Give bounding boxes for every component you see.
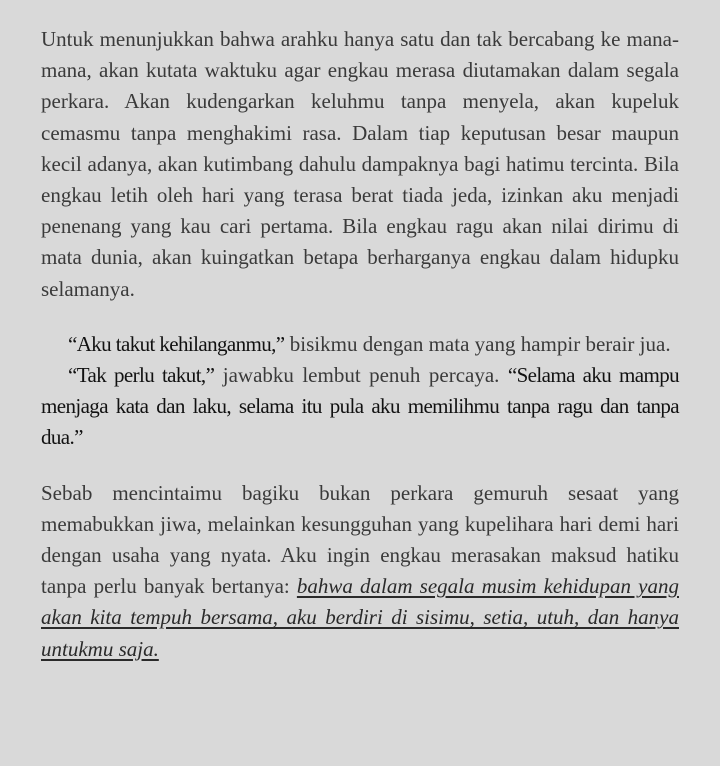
document-page: [41, 24, 679, 665]
dialog-narration: bisikmu dengan mata yang hampir berair jua.: [284, 331, 671, 356]
dialog-speech: “Tak perlu takut,”: [68, 363, 215, 388]
paragraph-1: Untuk menunjukkan bahwa arahku hanya satu dan tak bercabang ke mana-mana, akan kutata waktuku agar engkau merasa diutamakan dalam segala perkara. Akan kudengarkan keluhmu tanpa menyela, akan kupeluk cemasmu tanpa menghakimi rasa. Dalam tiap keputusan besar maupun kecil adanya, akan kutimbang dahulu dampaknya bagi hatimu tercinta. Bila engkau letih oleh hari yang terasa berat tiada jeda, izinkan aku menjadi penenang yang kau cari pertama. Bila engkau ragu akan nilai dirimu di mata dunia, akan kuingatkan betapa berharganya engkau dalam hidupku selamanya.: [41, 27, 679, 301]
dialog-narration: jawabku lembut penuh percaya.: [214, 363, 508, 388]
emphasized-closing: bahwa dalam segala musim kehidupan yang akan kita tempuh bersama, aku berdiri di sisimu, setia, utuh, dan hanya untukmu saja.: [41, 574, 679, 661]
paragraph-3-text: Sebab mencintaimu bagiku bukan perkara gemuruh sesaat yang memabukkan jiwa, melainkan kesungguhan yang kupelihara hari demi hari dengan usaha yang nyata. Aku ingin engkau merasakan maksud hatiku tanpa perlu banyak bertanya:: [41, 480, 679, 599]
paragraph-3: [41, 478, 679, 665]
dialog-speech: “Selama aku mampu menjaga kata dan laku, selama itu pula aku memilihmu tanpa ragu dan tanpa dua.”: [41, 363, 679, 450]
dialog-paragraph-1: [41, 329, 679, 360]
dialog-speech: “Aku takut kehilanganmu,”: [68, 331, 285, 356]
dialog-paragraph-2: [41, 360, 679, 454]
